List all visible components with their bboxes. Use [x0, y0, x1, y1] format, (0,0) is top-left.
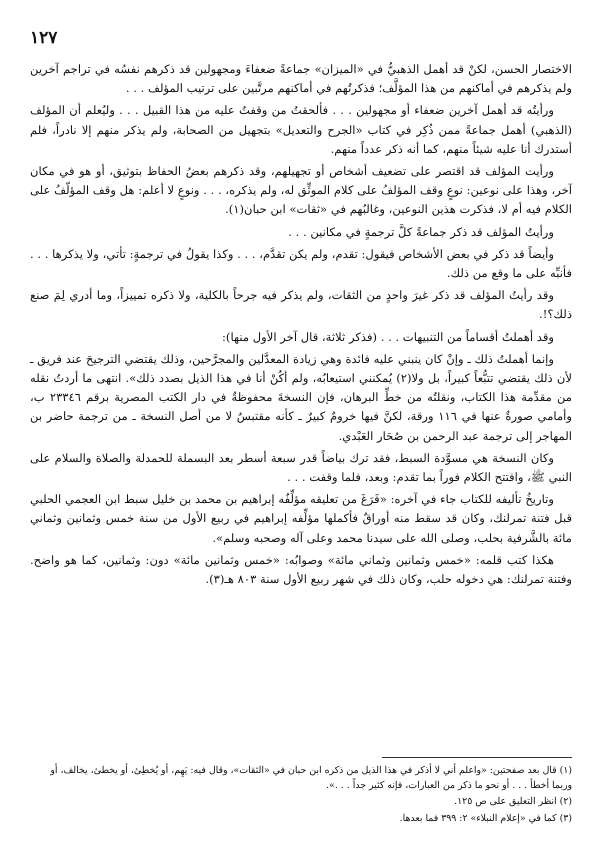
paragraph: الاختصار الحسن، لكنْ قد أهمل الذهبيُّ في «الميزان» جماعةً ضعفاءَ ومجهولين قد ذكرهم نفسُه في تراجم آخرين ولم يذكرهم في أماكنهم من هذا المؤلَّف؛ فذكرتُهم في أماكنهم مرتَّبين على ترتيب المؤلف . . .	[30, 62, 572, 96]
page-number: ١٢٧	[30, 28, 58, 48]
footnote: (١) قال بعد صفحتين: «واعلم أني لا أذكر في هذا الذيل من ذكره ابن حبان في «الثقات»، وقال فيه: يَهِم، أو يُخطِئ، أو يخطئ، يخالف، أو وربما أخطأ . . . أو نحو ما ذكر من العبارات، فإنه كثير جداً . . .».	[50, 765, 572, 791]
paragraph: هكذا كتب قلمه: «خمس وثمانين وثماني مائة» وصوابُه: «خمس وثمانين مائة» دون: وثمانين، كما هو واضح. وفتنة تمرلنك: هي دخوله حلب، وكان ذلك في شهر ربيع الأول سنة ٨٠٣ هـ(٣).	[30, 552, 572, 587]
paragraph: وتاريخُ تأليفه للكتاب جاء في آخره: «فَرَغَ من تعليقه مؤلِّفُه إبراهيم بن محمد بن خليل سبط ابن العجمي الحلبي قبل فتنة تمرلنك، وكان قد سقط منه أوراقٌ فأكملها مؤلِّفه إبراهيم في ربيع الأول من سنة خمس وثمانين وثماني مائة بالشَّرفية بحلب، وصلى الله على سيدنا محمد وعلى آله وصحبه وسلم».	[30, 492, 572, 545]
paragraph: ورأيتُ المؤلف قد ذكر جماعةً كلَّ ترجمةٍ في مكانين . . .	[288, 224, 554, 239]
footnote: (٢) انظر التعليق على ص ١٢٥.	[454, 796, 572, 807]
paragraph: وكان النسخة هي مسوَّدة السبط، فقد ترك بياضاً قدر سبعة أسطر بعد البسملة للحمدلة والصلاة والسلام على النبي ﷺ، وافتتح الكلام فوراً بما تقدم: وبعد، فلما وقفت . . .	[30, 450, 572, 485]
paragraph: ورأيت المؤلف قد اقتصر على تضعيف أشخاص أو تجهيلهم، وقد ذكرهم بعضُ الحفاظ بتوثيق، أو هو في مكان آخر، وهذا على نوعين: نوعٍ وقف المؤلفُ على كلام الموثِّق له، ولم يذكره، . . . ونوعٍ لا أعلم: هل وقف المؤلّفُ على الكلام فيه أم لا، فذكرت هذين النوعين، وغالبُهم في «ثقات» ابن حبان(١).	[30, 164, 572, 217]
paragraph: ورأيتُه قد أهمل آخرين ضعفاء أو مجهولين . . . فألحقتُ من وقفتُ عليه من هذا القبيل . . . وليُعلم أن المؤلف (الذهبي) أهمل جماعةً ممن ذُكِر في كتاب «الجرح والتعديل» بتجهيل من الصحابة، ولم يذكر منهم إلا نادراً، فلم أستدرك أنا عليه شيئاً منهم، كما أنه ذكر عدداً منهم.	[30, 103, 572, 156]
paragraph: وأيضاً قد ذكر في بعض الأشخاص فيقول: تقدم، ولم يكن تقدَّم، . . . وكذا يقولُ في ترجمةٍ: تأتي، ولا يذكرها . . . فأنبِّه على ما وقع من ذلك.	[30, 246, 572, 281]
paragraph: وقد أهملتُ أقساماً من التنبيهات . . . (فذكر ثلاثة، قال آخر الأول منها):	[222, 329, 554, 344]
paragraph: وقد رأيتُ المؤلف قد ذكر غيرَ واحدٍ من الثقات، ولم يذكر فيه جرحاً بالكلية، ولا ذكره تمييزاً، وما أدري لِمَ صنع ذلك؟!.	[30, 288, 572, 322]
footnote-divider	[382, 757, 572, 758]
footnotes	[30, 764, 572, 828]
footnote: (٣) كما في «إعلام النبلاء» ٢: ٣٩٩ فما بعدها.	[399, 812, 572, 824]
paragraph: وإنما أهملتُ ذلك ـ وإنْ كان ينبني عليه فائدة وهي زيادة المعدَّلين والمجرَّحين، وذلك يقتضي الترجيحَ عند فريق ـ لأن ذلك يقتضي تتبُّعاً كبيراً، بل ولا(٢) يُمكنني استيعابُه، ولم أكُنْ أنا في هذا الذيل بصدد ذلك». انتهى ما أردتُ نقله من مقدِّمة هذا الكتاب، ونقلتُه من خطِّ البرهان، فإن النسخةَ محفوظةٌ في دار الكتب المصرية برقم ٢٣٣٤٦ ب، وأمامي صورةٌ عنها في ١١٦ ورقة، لكنَّ فيها خرومٌ كبيرٌ ـ كأنه مقتبسٌ لا من أصل النسخة ـ من ترجمة حاضر بن المهاجر إلى ترجمة عبد الرحمن بن صُحَار العَبْدي.	[30, 351, 573, 443]
body-text	[30, 60, 572, 592]
